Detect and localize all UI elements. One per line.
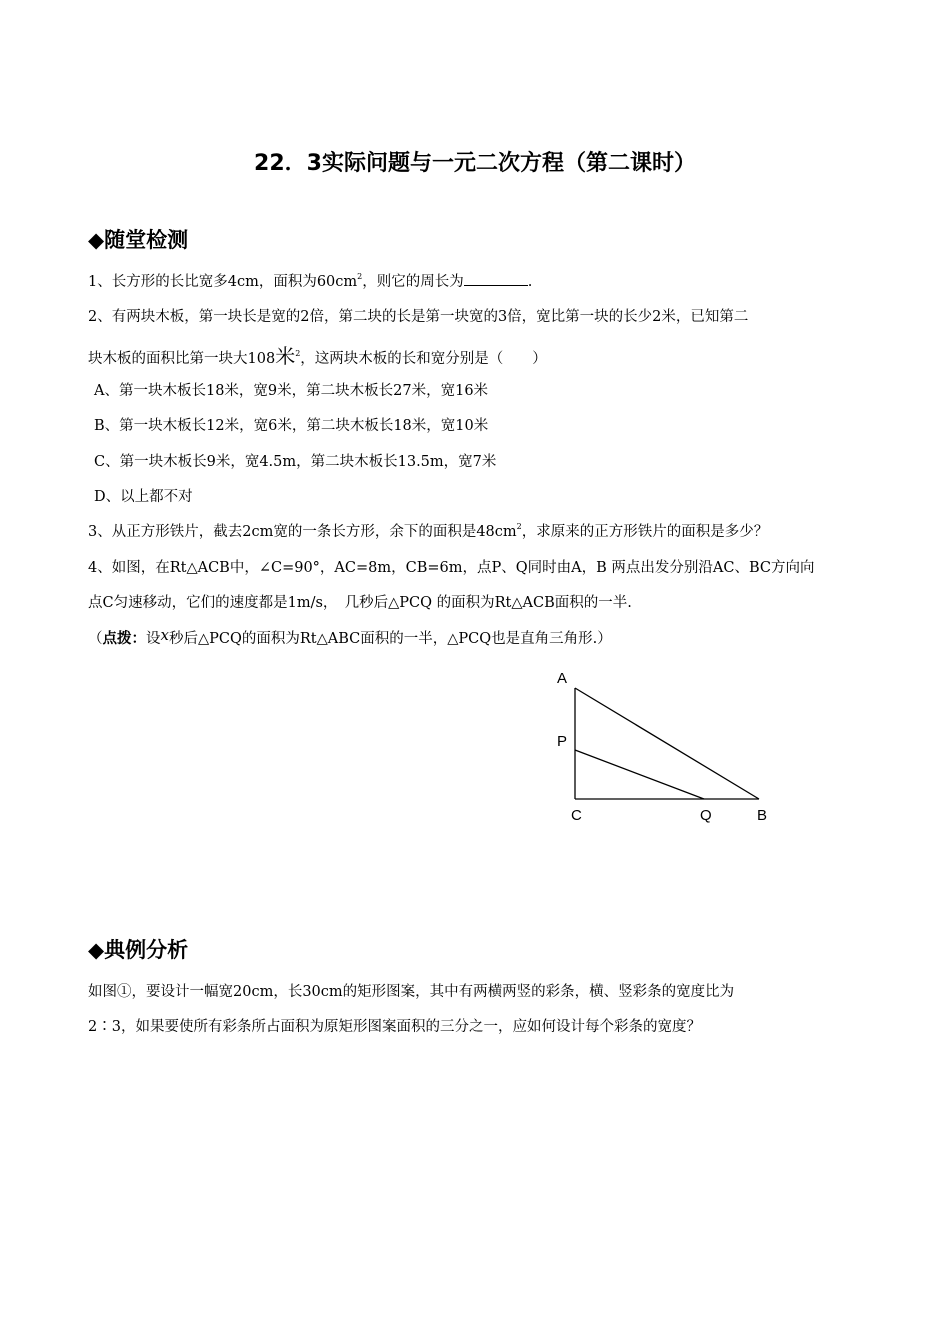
label-p: P	[557, 733, 568, 750]
hint-variable: x	[160, 626, 169, 644]
side-ab	[575, 688, 759, 799]
label-b: B	[757, 807, 768, 824]
segment-pq	[575, 750, 704, 799]
q3-text: 3、从正方形铁片，截去2cm宽的一条长方形，余下的面积是48cm	[88, 524, 517, 540]
q2-superscript: 2	[295, 349, 301, 358]
hint-open: （	[88, 631, 103, 647]
q1-text: 1、长方形的长比宽多4cm，面积为60cm	[88, 274, 358, 290]
q2-unit: 米	[275, 344, 296, 368]
hint-label: 点拨：	[102, 630, 146, 647]
question-4-line-1: 4、如图，在Rt△ACB中，∠C=90°，AC=8m，CB=6m，点P、Q同时由A，B 两点出发分别沿AC、BC方向向	[88, 560, 815, 576]
label-a: A	[557, 670, 568, 687]
section-heading-practice: ◆随堂检测	[88, 228, 189, 252]
label-c: C	[571, 807, 582, 824]
option-c: C、第一块木板长9米，宽4.5m，第二块木板长13.5m，宽7米	[94, 454, 497, 470]
example-line-1: 如图①，要设计一幅宽20cm，长30cm的矩形图案，其中有两横两竖的彩条，横、竖彩条的宽度比为	[88, 984, 735, 1000]
q1-superscript: 2	[357, 272, 363, 281]
option-d: D、以上都不对	[94, 489, 193, 505]
q3-text-2: ，求原来的正方形铁片的面积是多少？	[521, 524, 769, 540]
q1-period: .	[527, 274, 533, 290]
label-q: Q	[700, 807, 712, 824]
section-heading-examples: ◆典例分析	[88, 938, 189, 962]
example-line-2: 2∶3，如果要使所有彩条所占面积为原矩形图案面积的三分之一，应如何设计每个彩条的宽度？	[88, 1019, 701, 1035]
q2-text: 块木板的面积比第一块大108	[88, 351, 276, 367]
q2-text-2: ，这两块木板的长和宽分别是（ ）	[300, 351, 547, 367]
question-4-line-2: 点C匀速移动，它们的速度都是1m/s， 几秒后△PCQ 的面积为Rt△ACB面积的一半.	[88, 595, 632, 611]
page-title: 22．3实际问题与一元二次方程（第二课时）	[254, 151, 696, 176]
option-a: A、第一块木板长18米，宽9米，第二块木板长27米，宽16米	[94, 383, 489, 399]
option-b: B、第一块木板长12米，宽6米，第二块木板长18米，宽10米	[94, 418, 489, 434]
hint-text-2: 秒后△PCQ的面积为Rt△ABC面积的一半，△PCQ也是直角三角形.）	[168, 631, 612, 647]
question-2-line-1: 2、有两块木板，第一块长是宽的2倍，第二块的长是第一块宽的3倍，宽比第一块的长少2米，已知第二	[88, 309, 749, 325]
q1-text-2: ，则它的周长为	[362, 274, 464, 290]
q3-superscript: 2	[516, 522, 522, 531]
hint-text: 设	[146, 631, 161, 647]
